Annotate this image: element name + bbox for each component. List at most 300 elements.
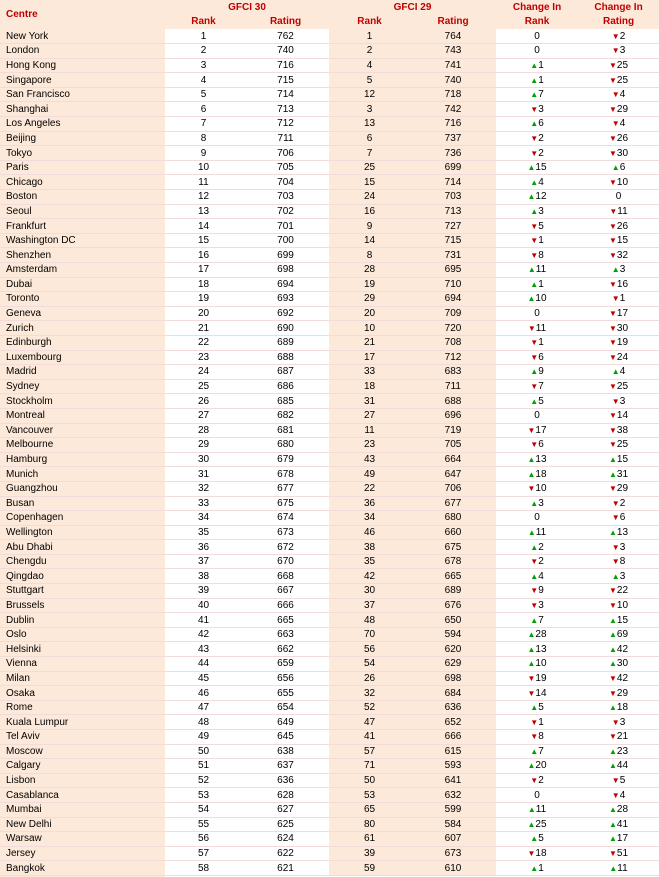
centre-name: Mumbai [0,802,165,817]
gfci30-rating: 685 [242,394,329,409]
down-triangle-icon: ▼ [609,600,617,610]
change-value: 3 [619,716,626,728]
gfci29-rank: 16 [329,204,410,219]
gfci29-rating: 695 [410,263,496,278]
centre-name: Madrid [0,365,165,380]
up-triangle-icon: ▲ [530,615,539,625]
up-triangle-icon: ▲ [527,455,536,465]
change-value: 2 [619,30,626,42]
gfci30-rating: 677 [242,481,329,496]
change-in-rating [578,715,659,730]
change-in-rank [496,350,578,365]
gfci29-rating: 711 [410,379,496,394]
gfci30-rank: 47 [165,700,242,715]
change-value: 14 [616,410,629,422]
change-value: 51 [616,848,629,860]
table-row [0,671,659,686]
change-value: 2 [538,556,544,568]
gfci29-rank: 47 [329,715,410,730]
down-triangle-icon: ▼ [611,717,620,727]
down-triangle-icon: ▼ [609,309,617,319]
down-triangle-icon: ▼ [530,557,539,567]
centre-name: Osaka [0,686,165,701]
down-triangle-icon: ▼ [530,600,539,610]
ranking-rows [0,29,659,875]
gfci29-rank: 43 [329,452,410,467]
table-row [0,44,659,59]
change-value: 30 [616,322,629,334]
change-value: 8 [619,556,626,568]
change-in-rank [496,598,578,613]
gfci29-rating: 714 [410,175,496,190]
centre-name: Zurich [0,321,165,336]
change-value: 10 [535,483,547,495]
gfci29-rank: 54 [329,657,410,672]
down-triangle-icon: ▼ [530,717,539,727]
gfci30-rating: 654 [242,700,329,715]
gfci30-rating: 692 [242,306,329,321]
gfci29-rating: 742 [410,102,496,117]
change-in-rank [496,554,578,569]
change-in-rank [496,335,578,350]
change-in-rating [578,263,659,278]
table-row [0,394,659,409]
change-in-rating [578,700,659,715]
up-triangle-icon: ▲ [530,119,539,129]
change-value: 7 [538,89,544,101]
down-triangle-icon: ▼ [609,411,617,421]
change-in-rating [578,233,659,248]
down-triangle-icon: ▼ [611,396,620,406]
up-triangle-icon: ▲ [611,367,620,377]
centre-name: Luxembourg [0,350,165,365]
change-value: 2 [538,775,544,787]
change-in-rank [496,263,578,278]
gfci30-rank: 44 [165,657,242,672]
down-triangle-icon: ▼ [527,849,536,859]
up-triangle-icon: ▲ [609,615,617,625]
change-value: 44 [616,760,629,772]
gfci30-rank: 19 [165,292,242,307]
down-triangle-icon: ▼ [530,133,539,143]
change-in-rank [496,277,578,292]
up-triangle-icon: ▲ [530,746,539,756]
down-triangle-icon: ▼ [609,484,617,494]
up-triangle-icon: ▲ [530,571,539,581]
change-value: 26 [616,220,629,232]
table-row [0,744,659,759]
centre-name: Busan [0,496,165,511]
table-row [0,700,659,715]
gfci29-rating: 636 [410,700,496,715]
table-row [0,730,659,745]
gfci29-rating-header: Rating [437,16,469,27]
up-triangle-icon: ▲ [527,265,536,275]
up-triangle-icon: ▲ [609,644,617,654]
gfci29-rank: 35 [329,554,410,569]
down-triangle-icon: ▼ [611,31,620,41]
gfci30-rank: 27 [165,408,242,423]
gfci29-rating: 694 [410,292,496,307]
change-in-rating [578,540,659,555]
change-in-rank [496,146,578,161]
down-triangle-icon: ▼ [609,352,617,362]
change-in-rating [578,525,659,540]
centre-name: Stockholm [0,394,165,409]
change-in-rating [578,846,659,861]
change-value: 38 [616,424,629,436]
gfci30-rank: 16 [165,248,242,263]
gfci30-rating: 663 [242,627,329,642]
gfci30-rank: 10 [165,160,242,175]
up-triangle-icon: ▲ [609,746,617,756]
change-value: 9 [538,585,544,597]
centre-name: Stuttgart [0,584,165,599]
table-row [0,306,659,321]
change-in-rating [578,496,659,511]
gfci30-rating: 656 [242,671,329,686]
gfci29-rating: 607 [410,832,496,847]
table-row [0,642,659,657]
change-value: 15 [535,162,547,174]
change-in-rating [578,87,659,102]
table-row [0,423,659,438]
gfci29-rating: 708 [410,335,496,350]
change-value: 3 [538,497,544,509]
gfci29-rating: 713 [410,204,496,219]
up-triangle-icon: ▲ [609,659,617,669]
gfci29-rating: 677 [410,496,496,511]
change-value: 25 [535,818,547,830]
down-triangle-icon: ▼ [527,484,536,494]
gfci29-rank: 12 [329,87,410,102]
table-row [0,146,659,161]
gfci30-rank: 49 [165,730,242,745]
change-value: 10 [616,176,629,188]
gfci30-rating: 706 [242,146,329,161]
gfci30-rank: 53 [165,788,242,803]
up-triangle-icon: ▲ [527,192,536,202]
change-in-rank [496,160,578,175]
gfci29-rank: 30 [329,584,410,599]
centre-name: Kuala Lumpur [0,715,165,730]
gfci29-rank: 28 [329,263,410,278]
centre-name: Moscow [0,744,165,759]
change-in-rating [578,817,659,832]
up-triangle-icon: ▲ [530,177,539,187]
down-triangle-icon: ▼ [609,425,617,435]
down-triangle-icon: ▼ [609,177,617,187]
change-value: 13 [616,526,629,538]
change-value: 30 [616,147,629,159]
change-value: 5 [538,702,544,714]
gfci30-rating: 636 [242,773,329,788]
change-in-rating [578,292,659,307]
gfci29-rating: 647 [410,467,496,482]
up-triangle-icon: ▲ [530,75,539,85]
table-row [0,160,659,175]
gfci29-rank: 80 [329,817,410,832]
table-row [0,861,659,876]
change-in-rank [496,321,578,336]
gfci30-rating: 668 [242,569,329,584]
gfci29-rank: 33 [329,365,410,380]
up-triangle-icon: ▲ [527,819,536,829]
change-in-rank [496,496,578,511]
down-triangle-icon: ▼ [609,236,617,246]
gfci30-rating: 679 [242,452,329,467]
gfci29-rating: 652 [410,715,496,730]
table-row [0,554,659,569]
change-in-rank [496,846,578,861]
centre-name: Brussels [0,598,165,613]
down-triangle-icon: ▼ [609,133,617,143]
gfci30-rating: 694 [242,277,329,292]
change-in-rating [578,117,659,132]
change-in-rating [578,686,659,701]
change-value: 6 [538,439,544,451]
change-in-rank [496,131,578,146]
up-triangle-icon: ▲ [609,455,617,465]
change-in-rating [578,219,659,234]
change-value: 18 [616,702,629,714]
gfci30-rating: 655 [242,686,329,701]
change-in-rating [578,29,659,44]
change-value: 5 [538,220,544,232]
table-row [0,438,659,453]
gfci30-rating: 701 [242,219,329,234]
gfci30-rating: 628 [242,788,329,803]
gfci30-rank-header: Rank [191,16,216,27]
down-triangle-icon: ▼ [530,250,539,260]
gfci29-rank: 17 [329,350,410,365]
centre-name: Bangkok [0,861,165,876]
change-in-rank: 0 [496,44,578,59]
change-value: 10 [535,293,547,305]
change-value: 7 [538,381,544,393]
down-triangle-icon: ▼ [530,236,539,246]
gfci29-rank: 52 [329,700,410,715]
table-row [0,613,659,628]
gfci30-rating: 715 [242,73,329,88]
change-value: 10 [616,599,629,611]
gfci30-rank: 7 [165,117,242,132]
gfci29-rating: 740 [410,73,496,88]
down-triangle-icon: ▼ [530,104,539,114]
change-value: 69 [616,629,629,641]
gfci30-rank: 11 [165,175,242,190]
gfci30-rating: 698 [242,263,329,278]
gfci30-rank: 56 [165,832,242,847]
down-triangle-icon: ▼ [609,104,617,114]
table-row [0,584,659,599]
gfci29-rank: 9 [329,219,410,234]
down-triangle-icon: ▼ [530,440,539,450]
change-value: 11 [535,804,547,816]
change-value: 8 [538,731,544,743]
change-in-rating [578,438,659,453]
change-value: 42 [616,672,629,684]
up-triangle-icon: ▲ [609,630,617,640]
centre-name: Shanghai [0,102,165,117]
change-in-rank [496,730,578,745]
gfci30-rating: 690 [242,321,329,336]
gfci29-rank: 31 [329,394,410,409]
table-row [0,263,659,278]
gfci30-rank: 20 [165,306,242,321]
gfci29-rank: 25 [329,160,410,175]
change-value: 5 [538,833,544,845]
change-value: 21 [616,731,629,743]
gfci29-rating: 764 [410,29,496,44]
up-triangle-icon: ▲ [530,367,539,377]
gfci30-rank: 50 [165,744,242,759]
gfci30-rank: 42 [165,627,242,642]
gfci29-rating: 696 [410,408,496,423]
change-in-rank [496,467,578,482]
gfci29-rating: 712 [410,350,496,365]
change-value: 25 [616,439,629,451]
change-in-rank [496,525,578,540]
gfci29-rating: 743 [410,44,496,59]
table-row [0,759,659,774]
gfci29-rank: 5 [329,73,410,88]
down-triangle-icon: ▼ [609,849,617,859]
table-row [0,511,659,526]
gfci29-rank: 24 [329,190,410,205]
centre-name: Toronto [0,292,165,307]
gfci30-rating: 687 [242,365,329,380]
change-in-rating [578,569,659,584]
down-triangle-icon: ▼ [611,557,620,567]
down-triangle-icon: ▼ [609,440,617,450]
down-triangle-icon: ▼ [527,673,536,683]
gfci30-rating: 693 [242,292,329,307]
gfci29-rating: 676 [410,598,496,613]
change-value: 11 [617,862,628,874]
change-in-rank [496,190,578,205]
change-value: 42 [616,643,629,655]
up-triangle-icon: ▲ [530,498,539,508]
change-in-rank [496,569,578,584]
change-in-rank [496,832,578,847]
up-triangle-icon: ▲ [530,60,539,70]
change-in-rating [578,379,659,394]
gfci29-rating: 709 [410,306,496,321]
gfci30-rank: 22 [165,335,242,350]
gfci29-rank: 15 [329,175,410,190]
change-in-rating [578,131,659,146]
change-value: 24 [616,351,629,363]
table-row [0,58,659,73]
change-in-rank [496,233,578,248]
table-row [0,233,659,248]
change-in-rating [578,744,659,759]
change-rating-header-line1: Change In [594,1,643,13]
gfci29-rating: 737 [410,131,496,146]
down-triangle-icon: ▼ [609,60,617,70]
gfci30-rank: 46 [165,686,242,701]
gfci29-rating: 736 [410,146,496,161]
change-in-rank: 0 [496,29,578,44]
change-in-rating [578,657,659,672]
change-value: 3 [538,103,544,115]
centre-name: Oslo [0,627,165,642]
centre-name: Rome [0,700,165,715]
change-in-rank [496,773,578,788]
table-row [0,335,659,350]
gfci29-rank: 32 [329,686,410,701]
gfci30-rank: 55 [165,817,242,832]
gfci30-rank: 26 [165,394,242,409]
change-value: 4 [619,366,626,378]
table-row [0,379,659,394]
centre-name: Dublin [0,613,165,628]
gfci29-rating: 715 [410,233,496,248]
gfci29-rank: 20 [329,306,410,321]
change-value: 29 [616,103,629,115]
gfci30-header: GFCI 30 [228,1,266,13]
change-value: 14 [535,687,547,699]
up-triangle-icon: ▲ [609,863,618,873]
down-triangle-icon: ▼ [611,119,620,129]
change-in-rank [496,759,578,774]
down-triangle-icon: ▼ [609,250,617,260]
gfci29-rating: 584 [410,817,496,832]
change-value: 6 [619,512,626,524]
gfci30-rank: 5 [165,87,242,102]
table-row [0,481,659,496]
gfci29-rank: 70 [329,627,410,642]
change-in-rating [578,58,659,73]
change-value: 12 [535,191,547,203]
centre-name: Calgary [0,759,165,774]
centre-name: Chengdu [0,554,165,569]
gfci29-rank: 23 [329,438,410,453]
table-row [0,131,659,146]
gfci29-rank: 59 [329,861,410,876]
gfci30-rating: 666 [242,598,329,613]
up-triangle-icon: ▲ [530,863,539,873]
gfci30-rating: 689 [242,335,329,350]
change-in-rank [496,715,578,730]
down-triangle-icon: ▼ [609,382,617,392]
gfci29-rating: 610 [410,861,496,876]
change-value: 32 [616,249,629,261]
change-value: 17 [535,424,547,436]
gfci30-rank: 30 [165,452,242,467]
table-row [0,627,659,642]
change-in-rank [496,540,578,555]
change-in-rating [578,598,659,613]
change-in-rating [578,365,659,380]
change-value: 13 [535,643,547,655]
gfci30-rank: 57 [165,846,242,861]
gfci29-rating: 680 [410,511,496,526]
centre-name: Shenzhen [0,248,165,263]
gfci29-rating: 615 [410,744,496,759]
down-triangle-icon: ▼ [530,338,539,348]
change-value: 19 [616,337,629,349]
gfci30-rank: 13 [165,204,242,219]
change-in-rank [496,817,578,832]
table-row [0,817,659,832]
down-triangle-icon: ▼ [609,732,617,742]
centre-name: Jersey [0,846,165,861]
centre-name: Lisbon [0,773,165,788]
change-value: 11 [535,526,547,538]
gfci30-rating: 621 [242,861,329,876]
